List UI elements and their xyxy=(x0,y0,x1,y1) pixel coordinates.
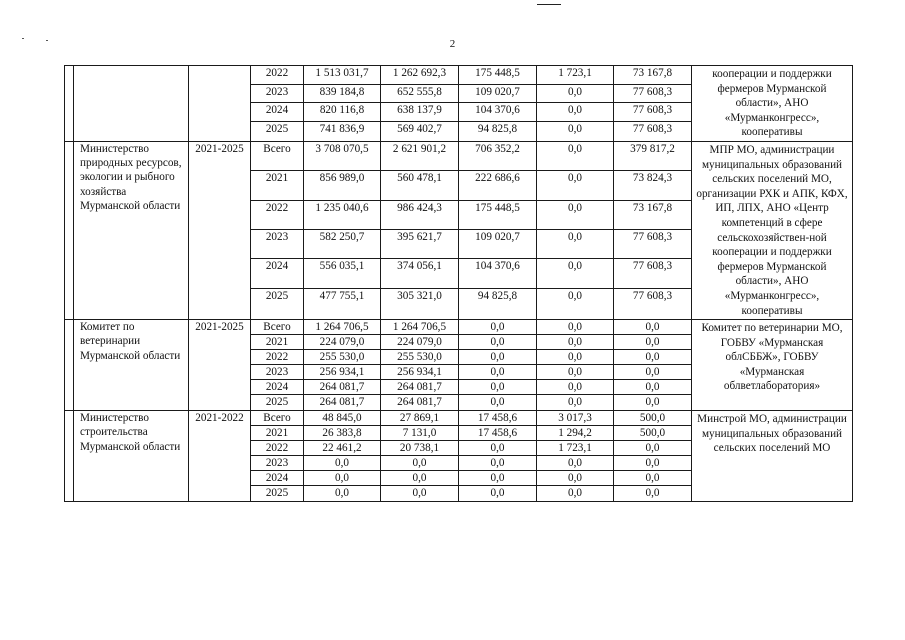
amount-cell: 1 294,2 xyxy=(537,426,614,441)
amount-cell: 0,0 xyxy=(537,335,614,350)
amount-cell: 0,0 xyxy=(614,471,692,486)
budget-table xyxy=(64,65,853,502)
amount-cell: 556 035,1 xyxy=(304,259,381,288)
row-marker-cell xyxy=(65,66,74,142)
amount-cell: 48 845,0 xyxy=(304,411,381,426)
amount-cell: 17 458,6 xyxy=(459,426,537,441)
amount-cell: 0,0 xyxy=(614,335,692,350)
amount-cell: 0,0 xyxy=(537,84,614,103)
implementation-period xyxy=(189,66,251,142)
year-cell: 2022 xyxy=(251,350,304,365)
year-cell: 2023 xyxy=(251,84,304,103)
amount-cell: 0,0 xyxy=(537,320,614,335)
amount-cell: 0,0 xyxy=(537,200,614,229)
amount-cell: 0,0 xyxy=(537,350,614,365)
year-cell: 2021 xyxy=(251,171,304,200)
amount-cell: 305 321,0 xyxy=(381,288,459,319)
amount-cell: 0,0 xyxy=(304,456,381,471)
amount-cell: 560 478,1 xyxy=(381,171,459,200)
year-cell: Всего xyxy=(251,141,304,170)
year-cell: 2021 xyxy=(251,335,304,350)
amount-cell: 741 836,9 xyxy=(304,122,381,142)
amount-cell: 0,0 xyxy=(614,350,692,365)
year-cell: 2024 xyxy=(251,103,304,122)
amount-cell: 104 370,6 xyxy=(459,103,537,122)
amount-cell: 0,0 xyxy=(537,103,614,122)
amount-cell: 0,0 xyxy=(614,320,692,335)
amount-cell: 264 081,7 xyxy=(381,395,459,411)
amount-cell: 652 555,8 xyxy=(381,84,459,103)
year-cell: Всего xyxy=(251,320,304,335)
amount-cell: 0,0 xyxy=(537,380,614,395)
amount-cell: 0,0 xyxy=(459,350,537,365)
amount-cell: 94 825,8 xyxy=(459,122,537,142)
year-cell: 2024 xyxy=(251,380,304,395)
year-cell: 2022 xyxy=(251,66,304,85)
amount-cell: 0,0 xyxy=(304,471,381,486)
executors-cell: МПР МО, администрации муниципальных образований сельских поселений МО, организации РХК и АПК, КФХ, ИП, ЛПХ, АНО «Центр компетенций в сфере сельскохозяйствен-ной кооперации и поддержки фермеров Мурманской области», АНО «Мурманконгресс», кооперативы xyxy=(692,141,853,319)
amount-cell: 0,0 xyxy=(537,259,614,288)
amount-cell: 1 264 706,5 xyxy=(304,320,381,335)
amount-cell: 255 530,0 xyxy=(304,350,381,365)
amount-cell: 0,0 xyxy=(614,380,692,395)
amount-cell: 1 262 692,3 xyxy=(381,66,459,85)
amount-cell: 0,0 xyxy=(537,365,614,380)
row-marker-cell xyxy=(65,320,74,411)
table-row xyxy=(65,320,853,335)
amount-cell: 500,0 xyxy=(614,426,692,441)
amount-cell: 856 989,0 xyxy=(304,171,381,200)
amount-cell: 500,0 xyxy=(614,411,692,426)
amount-cell: 224 079,0 xyxy=(381,335,459,350)
amount-cell: 0,0 xyxy=(537,230,614,259)
amount-cell: 0,0 xyxy=(537,288,614,319)
amount-cell: 77 608,3 xyxy=(614,259,692,288)
table-row xyxy=(65,66,853,85)
responsible-organization: Комитет по ветеринарии Мурманской области xyxy=(74,320,189,411)
year-cell: 2023 xyxy=(251,456,304,471)
amount-cell: 820 116,8 xyxy=(304,103,381,122)
amount-cell: 0,0 xyxy=(614,441,692,456)
year-cell: 2025 xyxy=(251,395,304,411)
top-scan-mark xyxy=(537,4,561,5)
amount-cell: 104 370,6 xyxy=(459,259,537,288)
year-cell: 2024 xyxy=(251,259,304,288)
amount-cell: 3 017,3 xyxy=(537,411,614,426)
amount-cell: 986 424,3 xyxy=(381,200,459,229)
year-cell: 2021 xyxy=(251,426,304,441)
year-cell: 2025 xyxy=(251,122,304,142)
amount-cell: 0,0 xyxy=(537,471,614,486)
implementation-period: 2021-2025 xyxy=(189,141,251,319)
year-cell: 2023 xyxy=(251,230,304,259)
amount-cell: 264 081,7 xyxy=(304,380,381,395)
amount-cell: 222 686,6 xyxy=(459,171,537,200)
amount-cell: 0,0 xyxy=(614,365,692,380)
amount-cell: 264 081,7 xyxy=(381,380,459,395)
year-cell: 2023 xyxy=(251,365,304,380)
amount-cell: 77 608,3 xyxy=(614,103,692,122)
amount-cell: 17 458,6 xyxy=(459,411,537,426)
amount-cell: 0,0 xyxy=(459,441,537,456)
amount-cell: 706 352,2 xyxy=(459,141,537,170)
amount-cell: 264 081,7 xyxy=(304,395,381,411)
amount-cell: 0,0 xyxy=(537,171,614,200)
amount-cell: 175 448,5 xyxy=(459,66,537,85)
amount-cell: 477 755,1 xyxy=(304,288,381,319)
amount-cell: 0,0 xyxy=(381,471,459,486)
amount-cell: 839 184,8 xyxy=(304,84,381,103)
amount-cell: 1 513 031,7 xyxy=(304,66,381,85)
amount-cell: 0,0 xyxy=(537,456,614,471)
implementation-period: 2021-2025 xyxy=(189,320,251,411)
amount-cell: 109 020,7 xyxy=(459,84,537,103)
amount-cell: 3 708 070,5 xyxy=(304,141,381,170)
implementation-period: 2021-2022 xyxy=(189,411,251,502)
year-cell: Всего xyxy=(251,411,304,426)
amount-cell: 0,0 xyxy=(537,395,614,411)
amount-cell: 0,0 xyxy=(537,122,614,142)
amount-cell: 0,0 xyxy=(459,320,537,335)
amount-cell: 0,0 xyxy=(304,486,381,502)
amount-cell: 569 402,7 xyxy=(381,122,459,142)
amount-cell: 638 137,9 xyxy=(381,103,459,122)
executors-cell: Минстрой МО, администрации муниципальных образований сельских поселений МО xyxy=(692,411,853,502)
amount-cell: 73 167,8 xyxy=(614,66,692,85)
table-row xyxy=(65,411,853,426)
amount-cell: 0,0 xyxy=(459,456,537,471)
year-cell: 2025 xyxy=(251,486,304,502)
amount-cell: 1 264 706,5 xyxy=(381,320,459,335)
amount-cell: 374 056,1 xyxy=(381,259,459,288)
amount-cell: 0,0 xyxy=(537,486,614,502)
responsible-organization: Министерство природных ресурсов, экологии и рыбного хозяйства Мурманской области xyxy=(74,141,189,319)
year-cell: 2024 xyxy=(251,471,304,486)
amount-cell: 224 079,0 xyxy=(304,335,381,350)
amount-cell: 94 825,8 xyxy=(459,288,537,319)
amount-cell: 256 934,1 xyxy=(381,365,459,380)
year-cell: 2022 xyxy=(251,441,304,456)
executors-cell: Комитет по ветеринарии МО, ГОБВУ «Мурманская облСББЖ», ГОБВУ «Мурманская облветлаборатория» xyxy=(692,320,853,411)
page-number: 2 xyxy=(449,38,456,50)
amount-cell: 7 131,0 xyxy=(381,426,459,441)
responsible-organization: Министерство строительства Мурманской области xyxy=(74,411,189,502)
amount-cell: 0,0 xyxy=(459,471,537,486)
row-marker-cell xyxy=(65,141,74,319)
amount-cell: 1 235 040,6 xyxy=(304,200,381,229)
amount-cell: 1 723,1 xyxy=(537,66,614,85)
amount-cell: 0,0 xyxy=(459,335,537,350)
amount-cell: 26 383,8 xyxy=(304,426,381,441)
amount-cell: 175 448,5 xyxy=(459,200,537,229)
amount-cell: 27 869,1 xyxy=(381,411,459,426)
amount-cell: 20 738,1 xyxy=(381,441,459,456)
amount-cell: 0,0 xyxy=(614,486,692,502)
amount-cell: 73 824,3 xyxy=(614,171,692,200)
amount-cell: 73 167,8 xyxy=(614,200,692,229)
amount-cell: 2 621 901,2 xyxy=(381,141,459,170)
amount-cell: 0,0 xyxy=(381,456,459,471)
responsible-organization xyxy=(74,66,189,142)
amount-cell: 379 817,2 xyxy=(614,141,692,170)
executors-cell: кооперации и поддержки фермеров Мурманской области», АНО «Мурманконгресс», кооперативы xyxy=(692,66,853,142)
amount-cell: 109 020,7 xyxy=(459,230,537,259)
table-row xyxy=(65,141,853,170)
amount-cell: 77 608,3 xyxy=(614,230,692,259)
amount-cell: 77 608,3 xyxy=(614,288,692,319)
amount-cell: 0,0 xyxy=(614,456,692,471)
amount-cell: 256 934,1 xyxy=(304,365,381,380)
amount-cell: 582 250,7 xyxy=(304,230,381,259)
year-cell: 2022 xyxy=(251,200,304,229)
amount-cell: 1 723,1 xyxy=(537,441,614,456)
amount-cell: 0,0 xyxy=(459,395,537,411)
row-marker-cell xyxy=(65,411,74,502)
amount-cell: 22 461,2 xyxy=(304,441,381,456)
amount-cell: 0,0 xyxy=(614,395,692,411)
amount-cell: 0,0 xyxy=(459,486,537,502)
amount-cell: 77 608,3 xyxy=(614,122,692,142)
amount-cell: 0,0 xyxy=(381,486,459,502)
amount-cell: 255 530,0 xyxy=(381,350,459,365)
amount-cell: 0,0 xyxy=(459,380,537,395)
amount-cell: 0,0 xyxy=(537,141,614,170)
amount-cell: 395 621,7 xyxy=(381,230,459,259)
amount-cell: 77 608,3 xyxy=(614,84,692,103)
year-cell: 2025 xyxy=(251,288,304,319)
amount-cell: 0,0 xyxy=(459,365,537,380)
